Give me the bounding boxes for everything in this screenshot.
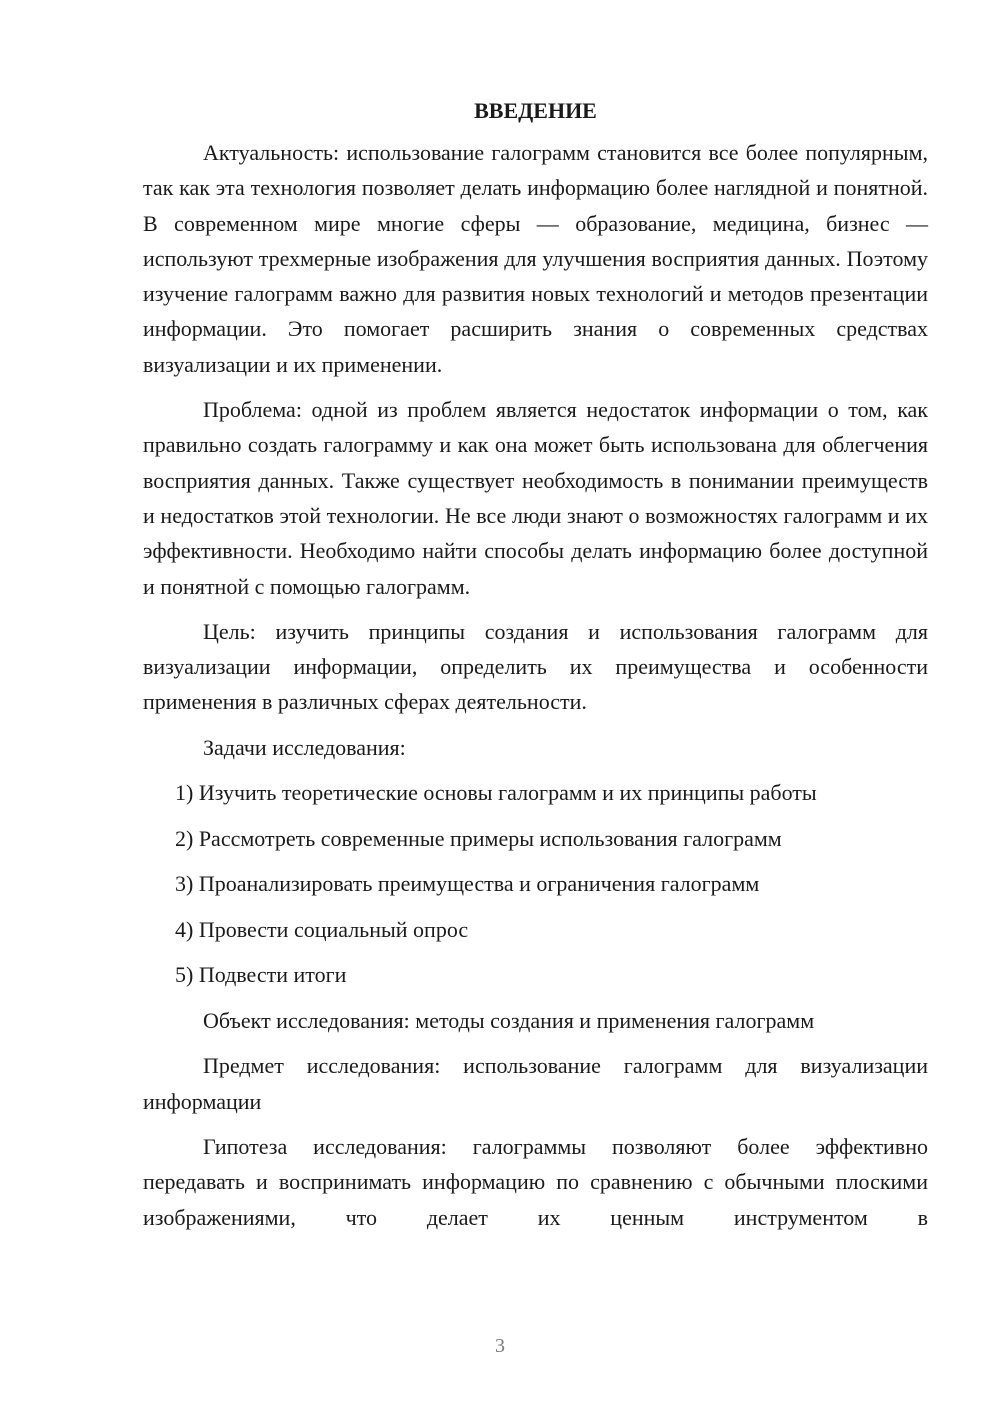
task-item: 4) Провести социальный опрос <box>175 916 469 942</box>
page-content <box>143 96 928 1245</box>
paragraph-hypothesis: Гипотеза исследования: галограммы позволяют более эффективно передавать и воспринимать информацию по сравнению с обычными плоскими изображениями, что делает их ценным инструментом в <box>143 1133 928 1230</box>
paragraph-object: Объект исследования: методы создания и применения галограмм <box>203 1008 815 1034</box>
section-title: ВВЕДЕНИЕ <box>474 98 597 123</box>
task-item: 2) Рассмотреть современные примеры использования галограмм <box>175 825 782 851</box>
paragraph-relevance: Актуальность: использование галограмм становится все более популярным, так как эта технология позволяет делать информацию более наглядной и понятной. В современном мире многие сферы — образование, медицина, бизнес — используют трехмерные изображения для улучшения восприятия данных. Поэтому изучение галограмм важно для развития новых технологий и методов презентации информации. Это помогает расширить знания о современных средствах визуализации и их применении. <box>143 140 928 377</box>
task-item: 5) Подвести итоги <box>175 962 347 988</box>
paragraph-goal: Цель: изучить принципы создания и использования галограмм для визуализации информации, определить их преимущества и особенности применения в различных сферах деятельности. <box>143 618 928 715</box>
paragraph-subject: Предмет исследования: использование галограмм для визуализации информации <box>143 1053 928 1114</box>
task-item: 1) Изучить теоретические основы галограмм и их принципы работы <box>175 780 817 806</box>
paragraph-problem: Проблема: одной из проблем является недостаток информации о том, как правильно создать галограмму и как она может быть использована для облегчения восприятия данных. Также существует необходимость в понимании преимуществ и недостатков этой технологии. Не все люди знают о возможностях галограмм и их эффективности. Необходимо найти способы делать информацию более доступной и понятной с помощью галограмм. <box>143 397 928 599</box>
task-item: 3) Проанализировать преимущества и ограничения галограмм <box>175 871 760 897</box>
page-number: 3 <box>495 1335 505 1357</box>
tasks-list <box>143 775 928 993</box>
tasks-heading: Задачи исследования: <box>203 734 406 760</box>
